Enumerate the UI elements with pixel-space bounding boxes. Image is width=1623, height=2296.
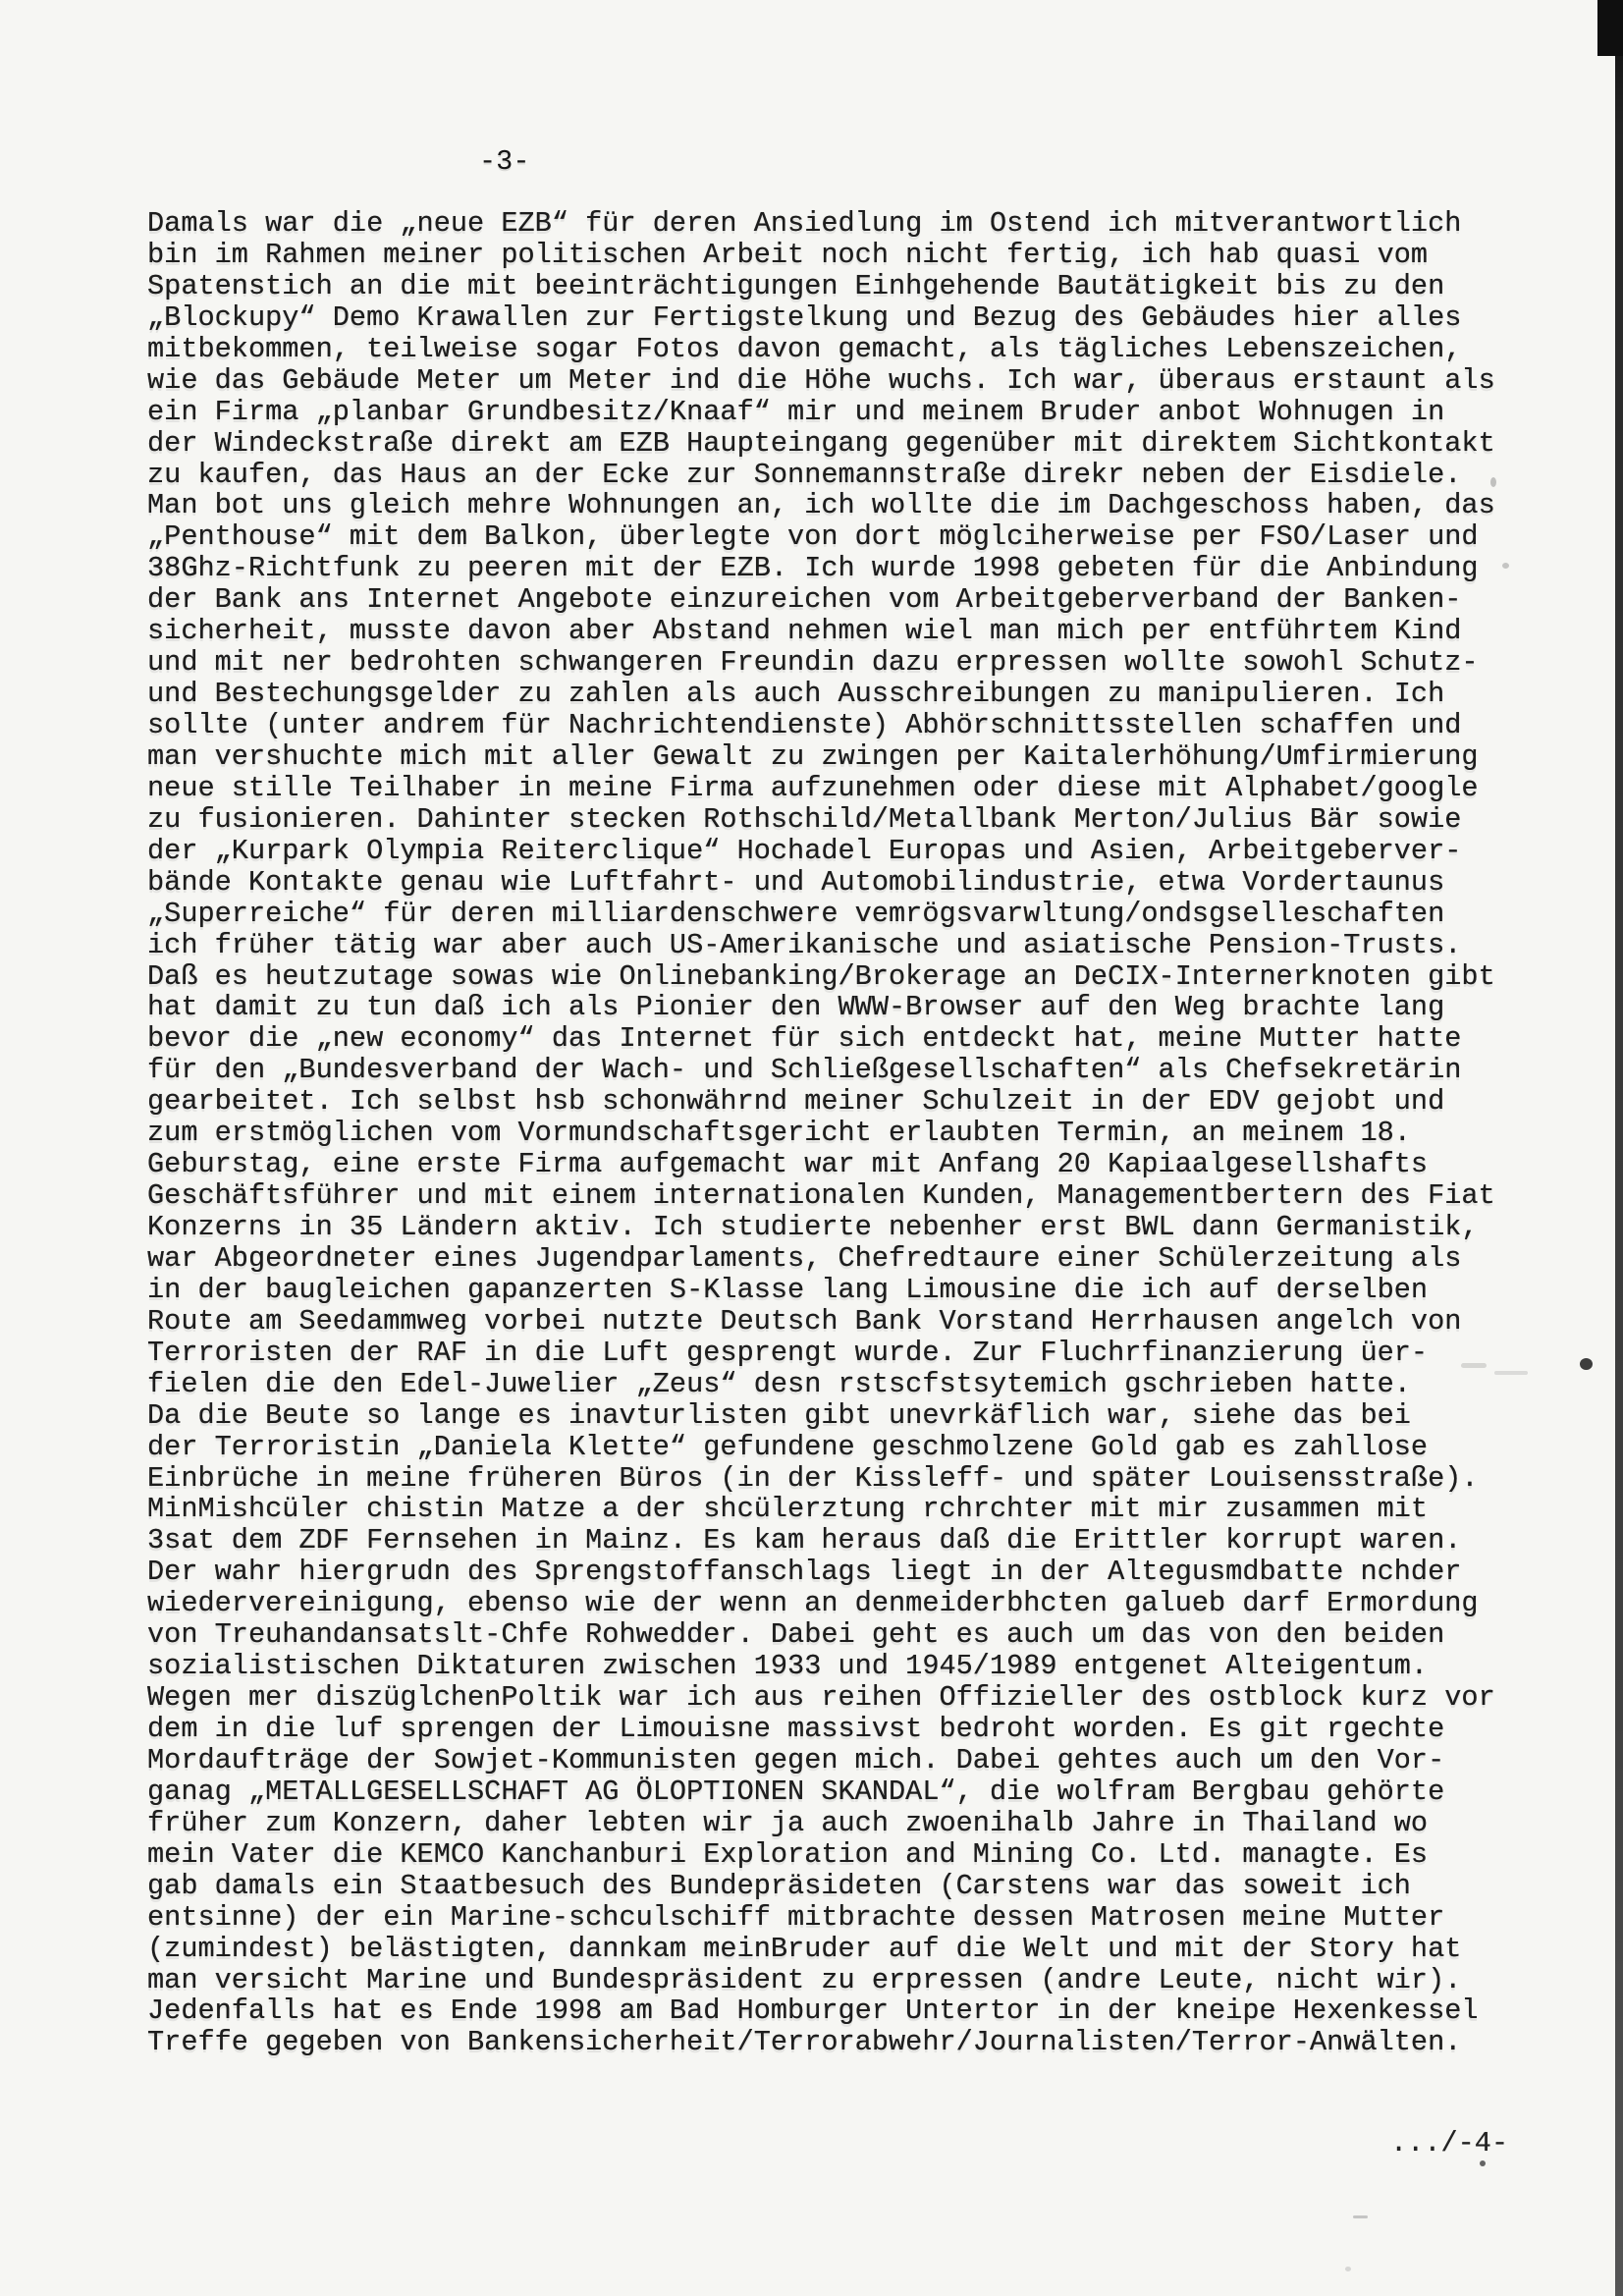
body-line: man versicht Marine und Bundespräsident zu erpressen (andre Leute, nicht wir). [147,1963,1462,1996]
scan-speck [1461,1363,1487,1368]
body-line: neue stille Teilhaber in meine Firma aufzunehmen oder diese mit Alphabet/google [147,771,1479,804]
body-line: der Terroristin „Daniela Klette“ gefundene geschmolzene Gold gab es zahllose [147,1430,1429,1463]
body-line: fielen die den Edel-Juwelier „Zeus“ desn rstscfstsytemich gschrieben hatte. [147,1367,1411,1400]
body-line: mein Vater die KEMCO Kanchanburi Exploration and Mining Co. Ltd. managte. Es [147,1837,1429,1871]
body-line: Geburstag, eine erste Firma aufgemacht war mit Anfang 20 Kapiaalgesellshafts [147,1148,1429,1181]
body-line: der „Kurpark Olympia Reiterclique“ Hochadel Europas und Asien, Arbeitgeberver- [147,834,1462,867]
body-line: wiedervereinigung, ebenso wie der wenn an denmeiderbhcten galueb darf Ermordung [147,1587,1479,1620]
body-line: (zumindest) belästigten, dannkam meinBruder auf die Welt und mit der Story hat [147,1932,1462,1965]
page-number-bottom: .../-4- [1390,2127,1509,2159]
body-line: bände Kontakte genau wie Luftfahrt- und Automobilindustrie, etwa Vordertaunus [147,865,1445,899]
scan-speck [1480,2160,1486,2166]
body-line: sollte (unter andrem für Nachrichtendienste) Abhörschnittsstellen schaffen und [147,709,1462,741]
body-line: Terroristen der RAF in die Luft gesprengt wurde. Zur Fluchrfinanzierung üer- [147,1336,1429,1369]
body-line: man vershuchte mich mit aller Gewalt zu zwingen per Kaitalerhöhung/Umfirmierung [147,739,1479,773]
body-line: Spatenstich an die mit beeinträchtigungen Einhgehende Bautätigkeit bis zu den [147,269,1445,302]
body-line: und mit ner bedrohten schwangeren Freundin dazu erpressen wollte sowohl Schutz- [147,646,1479,680]
body-line: zum erstmöglichen vom Vormundschaftsgericht erlaubten Termin, an meinem 18. [147,1117,1411,1150]
body-line: Route am Seedammweg vorbei nutzte Deutsch Bank Vorstand Herrhausen angelch von [147,1304,1462,1338]
body-line: sicherheit, musste davon aber Abstand nehmen wiel man mich per entführtem Kind [147,615,1462,648]
body-line: der Windeckstraße direkt am EZB Haupteingang gegenüber mit direktem Sichtkontakt [147,426,1495,460]
body-line: „Blockupy“ Demo Krawallen zur Fertigstelkung und Bezug des Gebäudes hier alles [147,301,1462,334]
body-line: für den „Bundesverband der Wach- und Schließgesellschaften“ als Chefsekretärin [147,1054,1462,1087]
body-line: „Superreiche“ für deren milliardenschwere vemrögsvarwltung/ondsgselleschaften [147,897,1445,930]
body-line: 3sat dem ZDF Fernsehen in Mainz. Es kam heraus daß die Erittler korrupt waren. [147,1524,1462,1558]
body-line: hat damit zu tun daß ich als Pionier den WWW-Browser auf den Weg brachte lang [147,991,1445,1024]
body-line: MinMishcüler chistin Matze a der shcülerztung rchrchter mit mir zusammen mit [147,1493,1429,1526]
body-line: mitbekommen, teilweise sogar Fotos davon gemacht, als tägliches Lebenszeichen, [147,332,1462,365]
scan-speck [1490,477,1496,487]
body-line: der Bank ans Internet Angebote einzureichen vom Arbeitgeberverband der Banken- [147,583,1462,617]
scan-speck [1494,1371,1528,1375]
body-line: ich früher tätig war aber auch US-Amerikanische und asiatische Pension-Trusts. [147,928,1462,961]
body-line: Man bot uns gleich mehre Wohnungen an, ich wollte die im Dachgeschoss haben, das [147,489,1495,522]
body-line: in der baugleichen gapanzerten S-Klasse lang Limousine die ich auf derselben [147,1273,1429,1306]
body-line: war Abgeordneter eines Jugendparlaments, Chefredtaure einer Schülerzeitung als [147,1241,1462,1275]
body-line: gearbeitet. Ich selbst hsb schonwährnd meiner Schulzeit in der EDV gejobt und [147,1085,1445,1119]
body-line: von Treuhandansatslt-Chfe Rohwedder. Dabei geht es auch um das von den beiden [147,1618,1445,1652]
body-line: bin im Rahmen meiner politischen Arbeit noch nicht fertig, ich hab quasi vom [147,238,1429,271]
body-line: Der wahr hiergrudn des Sprengstoffanschlags liegt in der Altegusmdbatte nchder [147,1556,1462,1589]
scan-speck [1353,2215,1368,2218]
scan-edge-shadow [1615,0,1623,2296]
page-number-top: -3- [479,145,530,178]
scan-ink-dot [1580,1358,1593,1370]
body-line: Einbrüche in meine früheren Büros (in der Kissleff- und später Louisensstraße). [147,1461,1479,1495]
body-line: „Penthouse“ mit dem Balkon, überlegte von dort möglciherweise per FSO/Laser und [147,520,1479,554]
body-line: gab damals ein Staatbesuch des Bundepräsideten (Carstens war das soweit ich [147,1869,1411,1902]
body-line: Damals war die „neue EZB“ für deren Ansiedlung im Ostend ich mitverantwortlich [147,207,1462,240]
body-line: Geschäftsführer und mit einem internationalen Kunden, Managementbertern des Fiat [147,1179,1495,1213]
body-line: Mordaufträge der Sowjet-Kommunisten gegen mich. Dabei gehtes auch um den Vor- [147,1743,1445,1777]
body-line: Wegen mer diszüglchenPoltik war ich aus reihen Offizieller des ostblock kurz vor [147,1681,1495,1715]
body-line: ganag „METALLGESELLSCHAFT AG ÖLOPTIONEN SKANDAL“, die wolfram Bergbau gehörte [147,1775,1445,1808]
body-line: bevor die „new economy“ das Internet für sich entdeckt hat, meine Mutter hatte [147,1022,1462,1056]
scan-speck [1345,2267,1351,2271]
body-line: entsinne) der ein Marine-schculschiff mitbrachte dessen Matrosen meine Mutter [147,1900,1445,1934]
body-line: ein Firma „planbar Grundbesitz/Knaaf“ mir und meinem Bruder anbot Wohnugen in [147,395,1445,428]
body-line: 38Ghz-Richtfunk zu peeren mit der EZB. Ich wurde 1998 gebeten für die Anbindung [147,552,1479,585]
body-line: wie das Gebäude Meter um Meter ind die Höhe wuchs. Ich war, überaus erstaunt als [147,363,1495,397]
scan-speck [1502,563,1509,569]
body-line: und Bestechungsgelder zu zahlen als auch Ausschreibungen zu manipulieren. Ich [147,678,1445,711]
body-line: Jedenfalls hat es Ende 1998 am Bad Homburger Untertor in der kneipe Hexenkessel [147,1995,1479,2028]
body-line: Da die Beute so lange es inavturlisten gibt unevrkäflich war, siehe das bei [147,1398,1411,1432]
body-line: zu fusionieren. Dahinter stecken Rothschild/Metallbank Merton/Julius Bär sowie [147,802,1462,836]
body-line: früher zum Konzern, daher lebten wir ja auch zwoenihalb Jahre in Thailand wo [147,1806,1429,1839]
body-line: Daß es heutzutage sowas wie Onlinebanking/Brokerage an DeCIX-Internerknoten gibt [147,959,1495,993]
scan-corner-mark [1597,0,1623,56]
body-line: Konzerns in 35 Ländern aktiv. Ich studierte nebenher erst BWL dann Germanistik, [147,1211,1479,1243]
body-line: sozialistischen Diktaturen zwischen 1933 und 1945/1989 entgenet Alteigentum. [147,1650,1429,1683]
document-body [147,208,1522,2058]
body-line: dem in die luf sprengen der Limouisne massivst bedroht worden. Es git rgechte [147,1713,1445,1745]
body-line: zu kaufen, das Haus an der Ecke zur Sonnemannstraße direkr neben der Eisdiele. [147,458,1462,491]
body-line: Treffe gegeben von Bankensicherheit/Terrorabwehr/Journalisten/Terror-Anwälten. [147,2026,1462,2059]
